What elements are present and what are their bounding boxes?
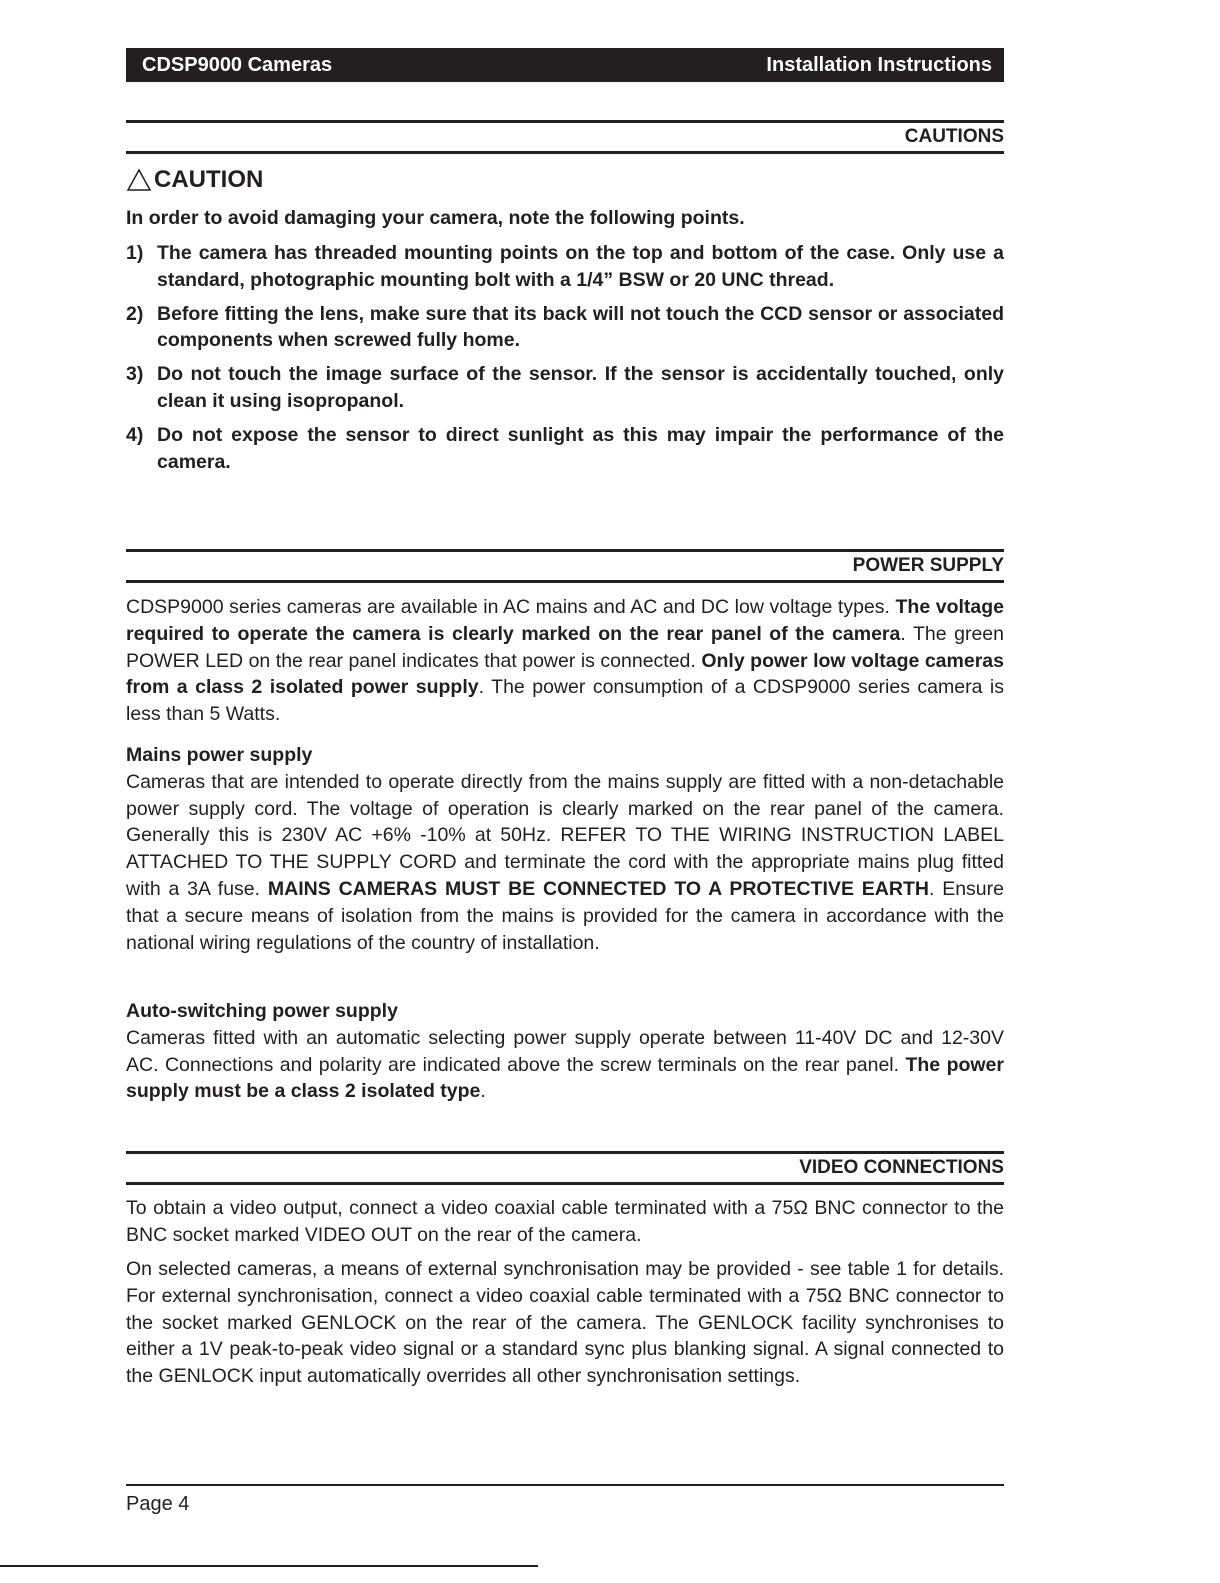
warning-triangle-icon — [126, 168, 152, 192]
video-output-paragraph: To obtain a video output, connect a video coaxial cable terminated with a 75Ω BNC connector to the BNC socket marked VIDEO OUT on the rear of the camera. — [126, 1197, 1004, 1246]
section-header-cautions — [126, 120, 1004, 154]
genlock-paragraph: On selected cameras, a means of external synchronisation may be provided - see table 1 for details. For external synchronisation, connect a video coaxial cable terminated with a 75Ω BNC connector to the socket marked GENLOCK on the rear of the camera. The GENLOCK facility synchronises to either a 1V peak-to-peak video signal or a standard sync plus blanking signal. A signal connected to the GENLOCK input automatically overrides all other synchronisation settings. — [126, 1258, 1004, 1388]
section-label: POWER SUPPLY — [852, 555, 1004, 576]
mains-heading: Mains power supply — [126, 744, 313, 766]
footer-divider — [126, 1484, 1004, 1486]
section-label: VIDEO CONNECTIONS — [799, 1157, 1004, 1178]
header-product-title: CDSP9000 Cameras — [142, 53, 333, 76]
list-item: 2) Before fitting the lens, make sure that its back will not touch the CCD sensor or associated components when screwed fully home. — [126, 302, 1004, 352]
caution-title: CAUTION — [154, 166, 264, 193]
caution-intro: In order to avoid damaging your camera, note the following points. — [126, 207, 745, 229]
power-intro-paragraph: CDSP9000 series cameras are available in AC mains and AC and DC low voltage types. The voltage required to operate the camera is clearly marked on the rear panel of the camera. The green POWER LED on the rear panel indicates that power is connected. Only power low voltage cameras from a class 2 isolated power supply. The power consumption of a CDSP9000 series camera is less than 5 Watts. — [126, 596, 1005, 726]
list-item: 1) The camera has threaded mounting points on the top and bottom of the case. Only use a standard, photographic mounting bolt with a 1/4” BSW or 20 UNC thread. — [126, 242, 1004, 291]
auto-heading: Auto-switching power supply — [126, 1000, 398, 1022]
page-header — [126, 48, 1004, 82]
bottom-edge-line — [0, 1565, 538, 1567]
section-label: CAUTIONS — [904, 126, 1004, 147]
section-header-video-connections — [126, 1151, 1004, 1185]
auto-switching-paragraph: Auto-switching power supply Cameras fitted with an automatic selecting power supply operate between 11-40V DC and 12-30V AC. Connections and polarity are indicated above the screw terminals on the rear panel. The power supply must be a class 2 isolated type. — [126, 1000, 1004, 1103]
list-item: 3) Do not touch the image surface of the sensor. If the sensor is accidentally touched, only clean it using isopropanol. — [126, 363, 1004, 412]
caution-points-list — [126, 240, 1004, 482]
caution-heading — [126, 166, 263, 194]
list-item: 4) Do not expose the sensor to direct sunlight as this may impair the performance of the camera. — [126, 423, 1004, 473]
mains-power-paragraph: Mains power supply Cameras that are intended to operate directly from the mains supply are fitted with a non-detachable power supply cord. The voltage of operation is clearly marked on the rear panel of the camera. Generally this is 230V AC +6% -10% at 50Hz. REFER TO THE WIRING INSTRUCTION LABEL ATTACHED TO THE SUPPLY CORD and terminate the cord with the appropriate mains plug fitted with a 3A fuse. MAINS CAMERAS MUST BE CONNECTED TO A PROTECTIVE EARTH. Ensure that a secure means of isolation from the mains is provided for the camera in accordance with the national wiring regulations of the country of installation. — [126, 744, 1004, 954]
header-document-title: Installation Instructions — [766, 53, 992, 76]
page-number: Page 4 — [126, 1493, 190, 1515]
section-header-power-supply — [126, 549, 1004, 583]
